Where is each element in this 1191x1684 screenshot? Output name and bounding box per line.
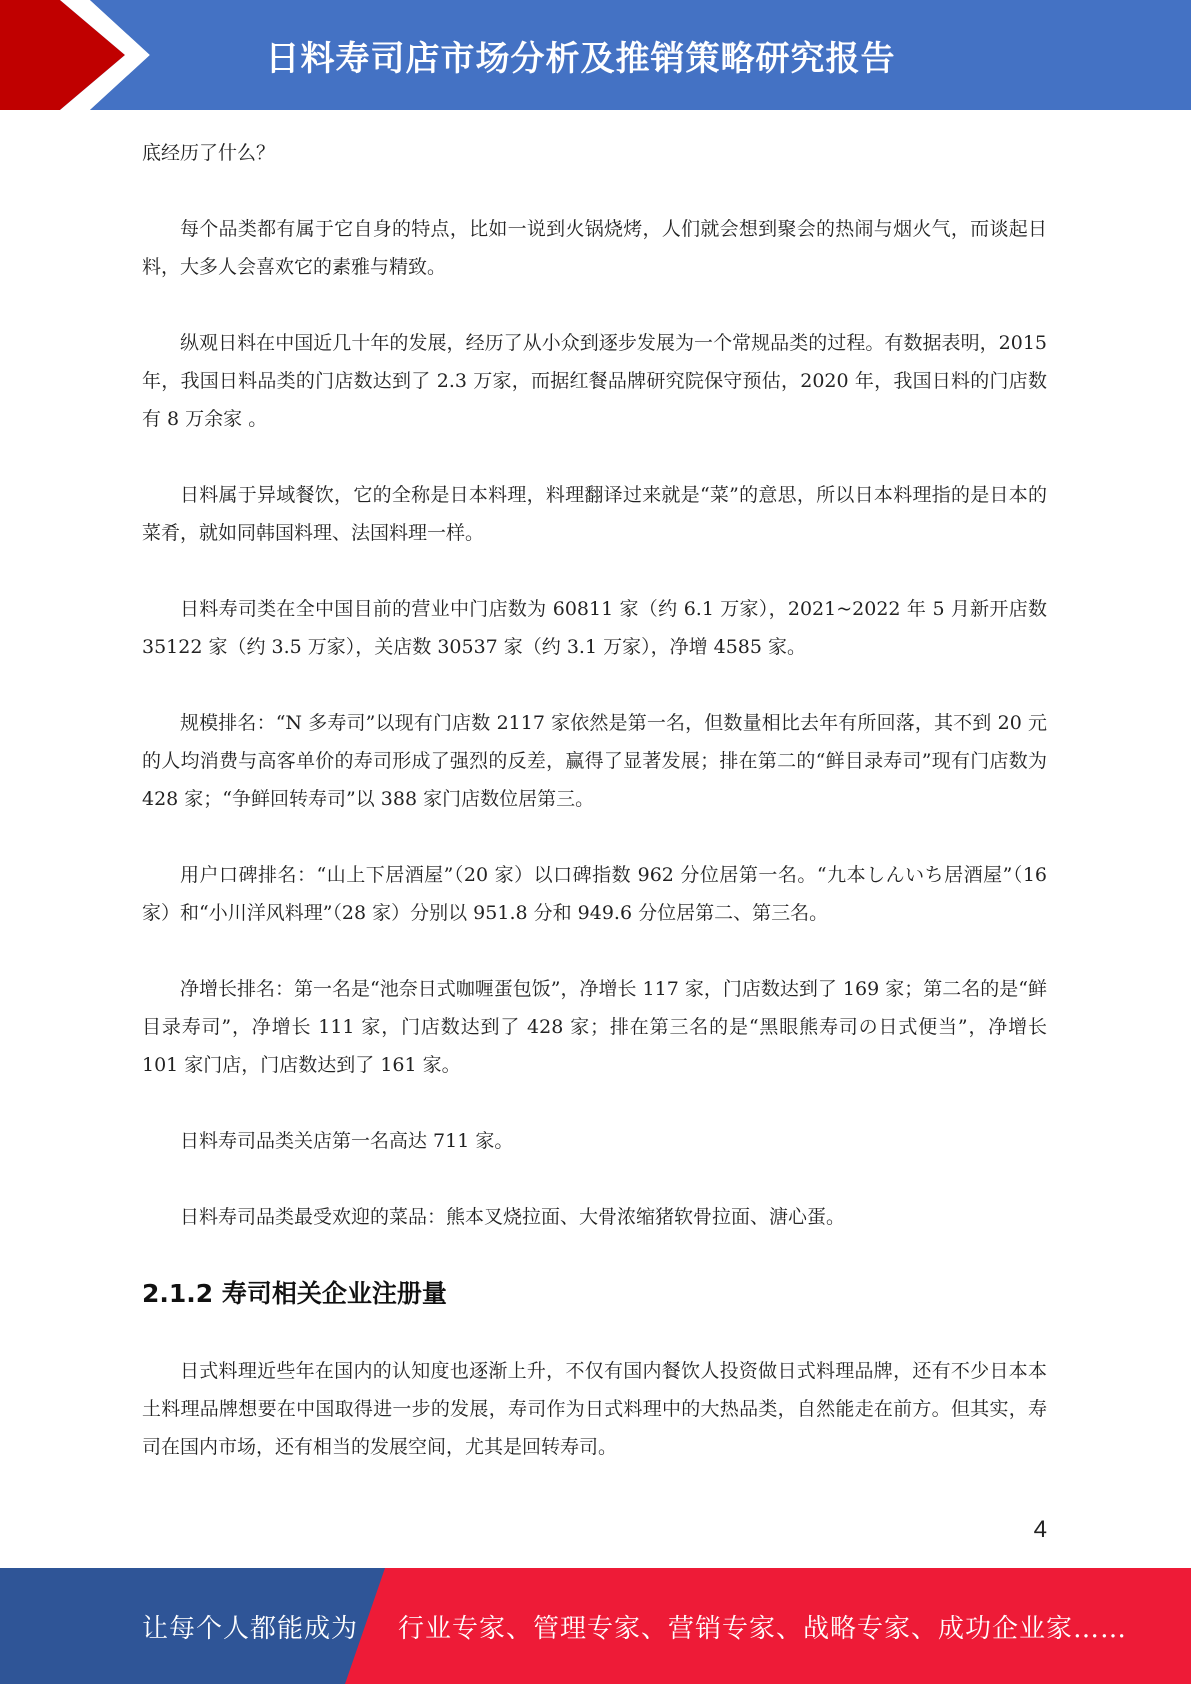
footer-slogan-right: 行业专家、管理专家、营销专家、战略专家、成功企业家……: [398, 1613, 1128, 1644]
paragraph: 日料寿司品类关店第一名高达 711 家。: [180, 1130, 514, 1152]
footer-slogan-left: 让每个人都能成为: [142, 1613, 359, 1644]
document-body: [142, 134, 1047, 1504]
paragraph: 日料寿司类在全中国目前的营业中门店数为 60811 家（约 6.1 万家），2021~2022 年 5 月新开店数 35122 家（约 3.5 万家），关店数 30537 家（约 3.1 万家），净增 4585 家。: [142, 598, 1047, 658]
paragraph: 纵观日料在中国近几十年的发展，经历了从小众到逐步发展为一个常规品类的过程。有数据表明，2015 年，我国日料品类的门店数达到了 2.3 万家，而据红餐品牌研究院保守预估，2020 年，我国日料的门店数有 8 万余家 。: [142, 332, 1047, 430]
paragraph: 日式料理近些年在国内的认知度也逐渐上升，不仅有国内餐饮人投资做日式料理品牌，还有不少日本本土料理品牌想要在中国取得进一步的发展，寿司作为日式料理中的大热品类，自然能走在前方。但其实，寿司在国内市场，还有相当的发展空间，尤其是回转寿司。: [142, 1360, 1047, 1458]
page-footer: [0, 1568, 1191, 1684]
report-title: 日料寿司店市场分析及推销策略研究报告: [265, 38, 896, 79]
header-arrow-decoration: [0, 0, 160, 110]
section-heading: 2.1.2 寿司相关企业注册量: [142, 1279, 447, 1308]
page-header: [0, 0, 1191, 110]
paragraph: 用户口碑排名：“山上下居酒屋”（20 家）以口碑指数 962 分位居第一名。“九本しんいち居酒屋”（16 家）和“小川洋风料理”（28 家）分别以 951.8 分和 949.6 分位居第二、第三名。: [142, 864, 1047, 924]
paragraph: 规模排名：“N 多寿司”以现有门店数 2117 家依然是第一名，但数量相比去年有所回落，其不到 20 元的人均消费与高客单价的寿司形成了强烈的反差，赢得了显著发展；排在第二的“鲜目录寿司”现有门店数为 428 家；“争鲜回转寿司”以 388 家门店数位居第三。: [142, 712, 1047, 810]
paragraph: 净增长排名：第一名是“池奈日式咖喱蛋包饭”，净增长 117 家，门店数达到了 169 家；第二名的是“鲜目录寿司”，净增长 111 家，门店数达到了 428 家；排在第三名的是“黑眼熊寿司の日式便当”，净增长 101 家门店，门店数达到了 161 家。: [142, 978, 1047, 1076]
page-number: 4: [1033, 1516, 1047, 1543]
paragraph: 日料寿司品类最受欢迎的菜品：熊本叉烧拉面、大骨浓缩猪软骨拉面、溏心蛋。: [180, 1206, 846, 1228]
paragraph: 每个品类都有属于它自身的特点，比如一说到火锅烧烤，人们就会想到聚会的热闹与烟火气，而谈起日料，大多人会喜欢它的素雅与精致。: [142, 218, 1047, 278]
paragraph: 日料属于异域餐饮，它的全称是日本料理，料理翻译过来就是“菜”的意思，所以日本料理指的是日本的菜肴，就如同韩国料理、法国料理一样。: [142, 484, 1047, 544]
paragraph: 底经历了什么？: [142, 142, 276, 164]
